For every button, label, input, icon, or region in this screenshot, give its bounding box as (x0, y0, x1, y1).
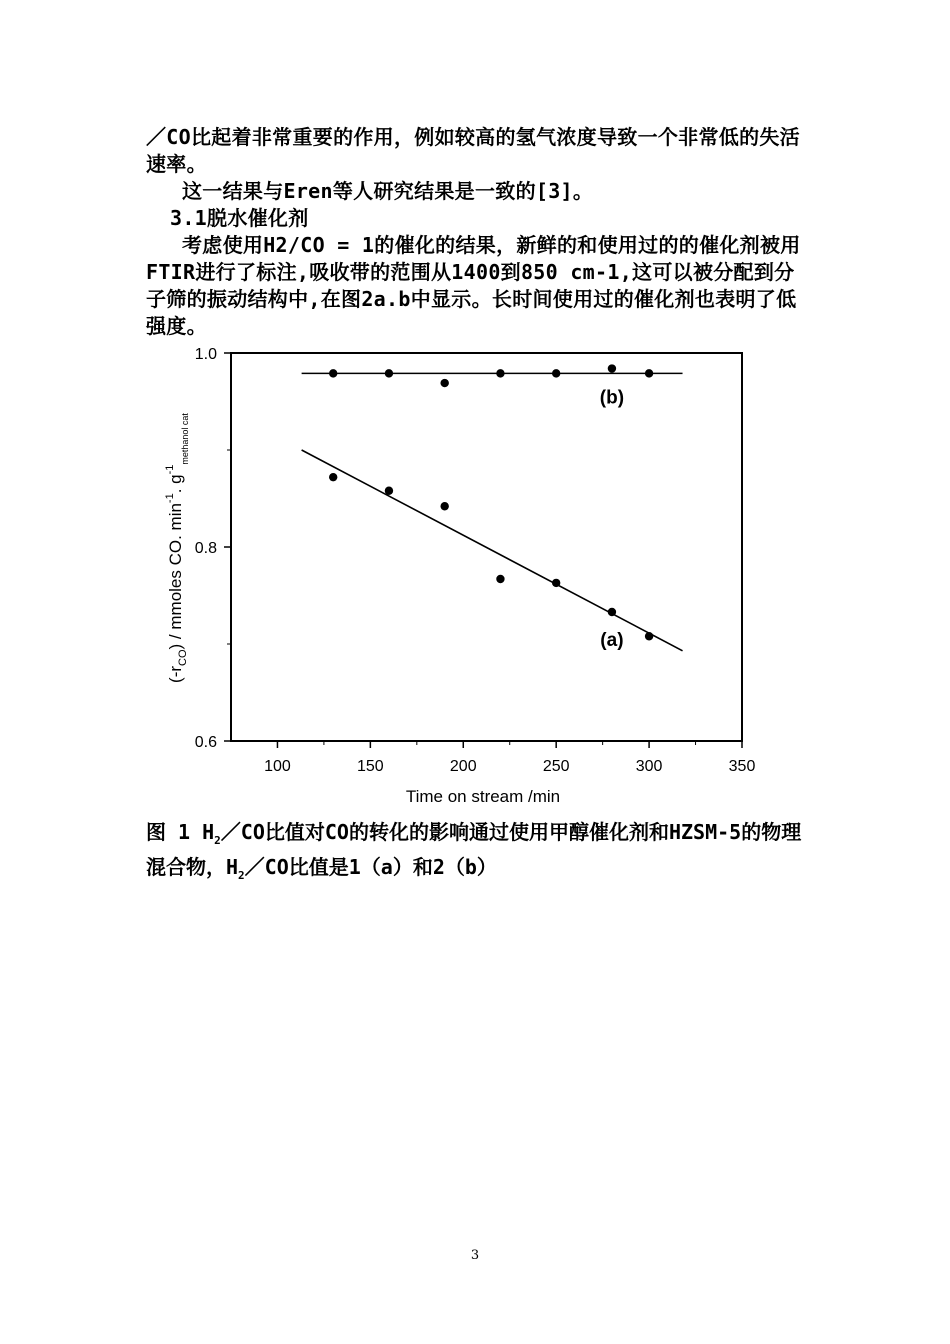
x-axis-ticks (264, 741, 755, 775)
x-axis-label: Time on stream /min (405, 787, 561, 806)
series-label-a: (a) (600, 629, 624, 651)
x-tick-label: 350 (728, 758, 756, 775)
section-heading: 3.1脱水催化剂 (170, 206, 309, 230)
paragraph-continuation: ／CO比起着非常重要的作用，例如较高的氢气浓度导致一个非常低的失活速率。 (146, 125, 800, 176)
data-point (645, 632, 653, 640)
data-point (496, 369, 504, 377)
series-label-b: (b) (599, 387, 625, 409)
figure-caption (146, 819, 810, 889)
data-point (440, 379, 448, 387)
x-tick-label: 300 (635, 758, 663, 775)
data-point (552, 579, 560, 587)
data-point (608, 608, 616, 616)
x-tick-label: 200 (449, 758, 477, 775)
page-number: 3 (470, 1248, 480, 1263)
data-point (329, 369, 337, 377)
data-point (552, 369, 560, 377)
y-tick-label: 0.8 (194, 540, 217, 557)
y-axis-label: $(-r_{CO})$ / mmoles CO. $\min^{-1}$. $g^{-1}_{methanol cat}$ (164, 413, 190, 683)
caption-middle: ／CO比值对CO的转化的影响通过使用甲醇催化剂和HZSM-5的物理混合物，H (146, 820, 802, 879)
data-point (645, 369, 653, 377)
y-axis-ticks (195, 346, 231, 751)
data-point (496, 575, 504, 583)
data-point (385, 369, 393, 377)
caption-suffix: ／CO比值是1（a）和2（b） (244, 855, 497, 879)
y-tick-label: 0.6 (194, 734, 217, 751)
paragraph-ftir: 考虑使用H2/CO = 1的催化的结果，新鲜的和使用过的的催化剂被用FTIR进行了标注,吸收带的范围从1400到850 cm-1,这可以被分配到分子筛的振动结构中,在图2a.b中显示。长时间使用过的催化剂也表明了低强度。 (146, 233, 801, 338)
caption-subscript-2: 2 (238, 869, 245, 882)
data-point (608, 364, 616, 372)
fit-line-series-0 (302, 450, 683, 651)
data-point (440, 502, 448, 510)
data-point (329, 473, 337, 481)
data-point (385, 487, 393, 495)
caption-subscript-1: 2 (214, 834, 221, 847)
y-tick-label: 1.0 (194, 346, 217, 363)
caption-prefix: 图 1 H (146, 820, 215, 844)
fit-lines (302, 373, 683, 650)
x-tick-label: 250 (542, 758, 570, 775)
paragraph-eren-result: 这一结果与Eren等人研究结果是一致的[3]。 (182, 179, 594, 203)
x-tick-label: 150 (357, 758, 384, 775)
x-tick-label: 100 (264, 758, 291, 775)
